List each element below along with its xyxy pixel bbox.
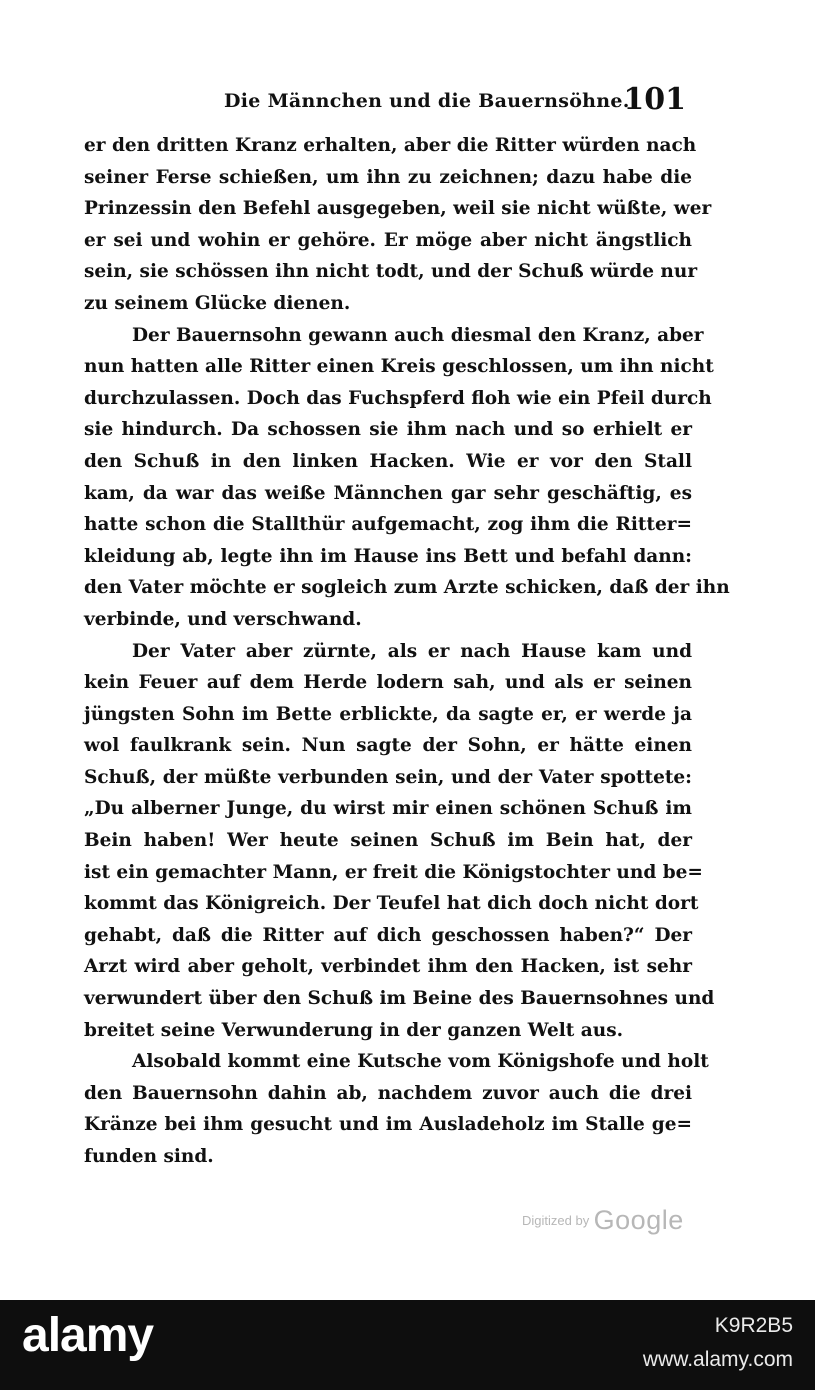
google-wordmark: Google: [593, 1205, 684, 1235]
text-line: hatte schon die Stallthür aufgemacht, zog ihm die Ritter=: [84, 514, 692, 536]
running-title: Die Männchen und die Bauernsöhne.: [224, 90, 630, 112]
text-line: Arzt wird aber geholt, verbindet ihm den Hacken, ist sehr: [84, 956, 692, 978]
text-line: verbinde, und verschwand.: [84, 608, 362, 630]
text-line: kein Feuer auf dem Herde lodern sah, und als er seinen: [84, 672, 692, 694]
digitized-by-google-watermark: [522, 1205, 684, 1236]
text-line: den Bauernsohn dahin ab, nachdem zuvor auch die drei: [84, 1082, 692, 1104]
alamy-logo: alamy: [22, 1309, 154, 1362]
text-line: Kränze bei ihm gesucht und im Ausladeholz im Stalle ge=: [84, 1114, 692, 1136]
text-line: gehabt, daß die Ritter auf dich geschossen haben?“ Der: [84, 924, 692, 946]
stock-photo-bar: [0, 1300, 815, 1390]
text-line: er sei und wohin er gehöre. Er möge aber nicht ängstlich: [84, 229, 692, 251]
text-line: kleidung ab, legte ihn im Hause ins Bett und befahl dann:: [84, 545, 692, 567]
text-line: nun hatten alle Ritter einen Kreis geschlossen, um ihn nicht: [84, 356, 714, 378]
body-text: [84, 130, 730, 1173]
text-line: ist ein gemachter Mann, er freit die Königstochter und be=: [84, 861, 703, 883]
paragraph: [84, 130, 712, 320]
text-line: zu seinem Glücke dienen.: [84, 292, 351, 314]
text-line: breitet seine Verwunderung in der ganzen Welt aus.: [84, 1019, 624, 1041]
text-line: Prinzessin den Befehl ausgegeben, weil sie nicht wüßte, wer: [84, 198, 712, 220]
text-line: „Du alberner Junge, du wirst mir einen schönen Schuß im: [84, 798, 692, 820]
text-line: er den dritten Kranz erhalten, aber die Ritter würden nach: [84, 135, 697, 156]
text-line: Alsobald kommt eine Kutsche vom Königshofe und holt: [132, 1051, 709, 1073]
text-line: den Schuß in den linken Hacken. Wie er vor den Stall: [84, 450, 692, 472]
paragraph: [84, 1046, 709, 1172]
text-line: den Vater möchte er sogleich zum Arzte schicken, daß der ihn: [84, 577, 730, 599]
digitized-by-label: Digitized by: [522, 1213, 590, 1228]
text-line: jüngsten Sohn im Bette erblickte, da sagte er, er werde ja: [84, 703, 692, 725]
stock-url: www.alamy.com: [642, 1348, 793, 1371]
text-line: durchzulassen. Doch das Fuchspferd floh wie ein Pfeil durch: [84, 387, 712, 409]
text-line: sein, sie schössen ihn nicht todt, und der Schuß würde nur: [84, 261, 698, 283]
running-head: [84, 84, 690, 124]
text-line: Bein haben! Wer heute seinen Schuß im Bein hat, der: [84, 830, 692, 852]
paragraph: [84, 320, 730, 636]
text-line: wol faulkrank sein. Nun sagte der Sohn, er hätte einen: [84, 735, 692, 757]
text-line: funden sind.: [84, 1146, 214, 1167]
text-line: Der Bauernsohn gewann auch diesmal den Kranz, aber: [132, 324, 704, 346]
text-line: verwundert über den Schuß im Beine des Bauernsohnes und: [84, 988, 715, 1010]
page-number: 101: [623, 82, 686, 117]
image-id: K9R2B5: [714, 1314, 793, 1337]
text-line: kommt das Königreich. Der Teufel hat dich doch nicht dort: [84, 893, 699, 915]
text-line: sie hindurch. Da schossen sie ihm nach und so erhielt er: [84, 419, 692, 441]
text-line: seiner Ferse schießen, um ihn zu zeichnen; dazu habe die: [84, 166, 692, 188]
paragraph: [84, 636, 715, 1047]
text-line: Schuß, der müßte verbunden sein, und der Vater spottete:: [84, 766, 692, 788]
text-line: kam, da war das weiße Männchen gar sehr geschäftig, es: [84, 482, 692, 504]
text-line: Der Vater aber zürnte, als er nach Hause kam und: [132, 640, 692, 662]
